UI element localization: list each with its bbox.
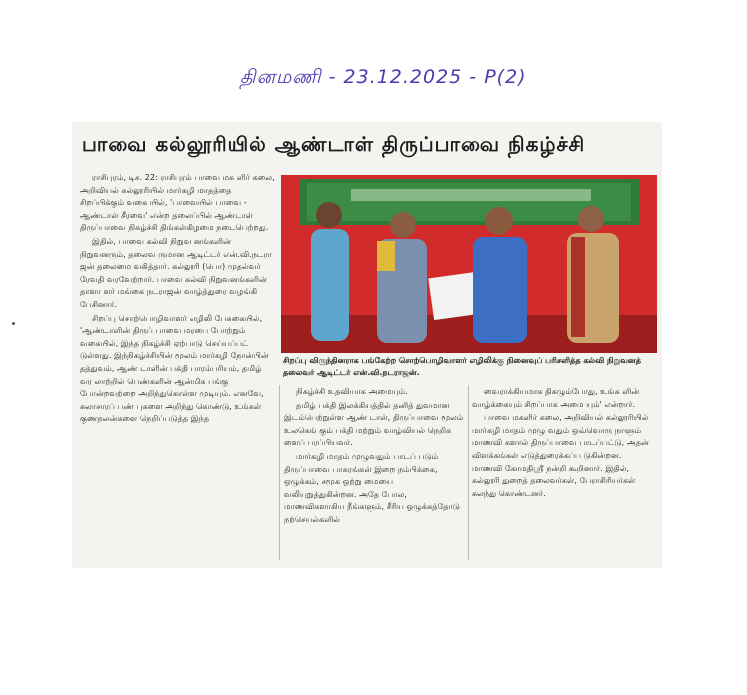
column-divider	[279, 385, 280, 560]
paragraph: நிகழ்ச்சி உதவியாக அமையும்.	[296, 386, 408, 396]
scan-speck	[12, 322, 15, 325]
paragraph: சிறப்பு சொற்பொழிவாளர் எழிலி பேசுகையில், 'ஆண்டாளின் திருப் பாவை மரபை போற்றும் வகையில், இந்த நிகழ்ச்சி ஏற்பாடு செய்யப்பட் டுள்ளது. இந்நிகழ்ச்சியின் மூலம் மார்கழி நோன்பின் தத்துவம், ஆண் டாளின் பக்தி பாரம்பரியம், தமிழ் வர லாற்றில் பெண்களின் ஆன்மிக பங்கு போன்றவற்றை அறிந்துகொள்ள முடியும். எனவே, கலாசாரப் பண் புகளை அறிந்து கொண்டு, உங்கள் குணநலன்களை நெறிப்படுத்த இந்த	[80, 312, 269, 424]
paragraph: வைராக்கியமாக திகழும்போது, உங்க ளின் வாழ்க்கையும் சிறப்பாக அமை யும்' என்றார்.	[472, 386, 640, 409]
paragraph: பாவை மகளிர் கலை, அறிவியல் கல்லூரியில் மார்கழி மாதம் முழு வதும் ஒவ்வொரு நாளும் மாணவி களால் திருப்பாவை பாடப்பட்டு, அதன் விளக்கங்கள் எடுத்துரைக்கப்ப டுகின்றன. மாணவி கோமதிஸ்ரீ நன்றி கூறினார். இதில், கல்லூரி துறைத் தலைவர்கள், பேராசிரியர்கள் கலந்து கொண்டனர்.	[472, 412, 649, 498]
column-divider	[468, 385, 469, 560]
paragraph: தமிழ் பக்தி இலக்கியத்தில் தனித் துவமான இடம்பெற்றுள்ள ஆண் டாள், திருப்பாவை மூலம் உலகெங் கும் பக்தி மற்றும் வாழ்வியல் நெறிக ளைப் பரப்பியவர்.	[284, 399, 464, 448]
paragraph: மார்கழி மாதம் முழுவதும் பாடப் படும் திருப்பாவை பாசுரங்கள் இறை நம்பிக்கை, ஒழுக்கம், சமூக ஒற்று மையை வலியுறுத்துகின்றன. அதே போல, மாணவிகளாகிய நீங்களும், சீரிய ஒழுக்கத்தோடு நற்செயல்களில்	[284, 450, 460, 524]
headline: பாவை கல்லூரியில் ஆண்டாள் திருப்பாவை நிகழ்ச்சி	[82, 132, 586, 156]
photo-caption: சிறப்பு விருந்தினராக பங்கேற்ற சொற்பொழிவாளர் எழிலிக்கு நினைவுப் பரிசளித்த கல்வி நிறுவனத் தலைவர் ஆடிட்டர் என்.வி.நடராஜன்.	[283, 356, 641, 377]
article-column-1	[80, 171, 276, 561]
paragraph: இதில், பாவை கல்வி நிறுவ னங்களின் நிறுவனரும், தலைவ ருமான ஆடிட்டர் என்.வி.நடரா ஜன் தலைமை வகித்தார். கல்லூரி (பொ) முதல்வர் ரேவதி வரவேற்றார். பாவை கல்வி நிறுவனங்களின் தாளா ளர் மங்கை நடராஜன் வாழ்த்துரை வழங்கி பேசினார்.	[80, 235, 272, 309]
handwritten-date-note: தினமணி - 23.12.2025 - P(2)	[240, 66, 527, 88]
article-column-2	[284, 385, 466, 560]
article-column-3	[472, 385, 654, 560]
event-photo	[281, 175, 657, 353]
paragraph: ராசிபுரம், டிச. 22: ராசிபுரம் பாவை மக ளிர் கலை, அறிவியல் கல்லூரியில் மார்கழி மாதத்தை சிறப்பிக்கும் வகை யில், 'பாவையில் பாவை - ஆண்டாள் சீரவை' என்ற தலைப்பில் ஆண்டாள் திருப்பாவை நிகழ்ச்சி திங்கள்கிழமை நடைபெற்றது.	[80, 172, 275, 233]
